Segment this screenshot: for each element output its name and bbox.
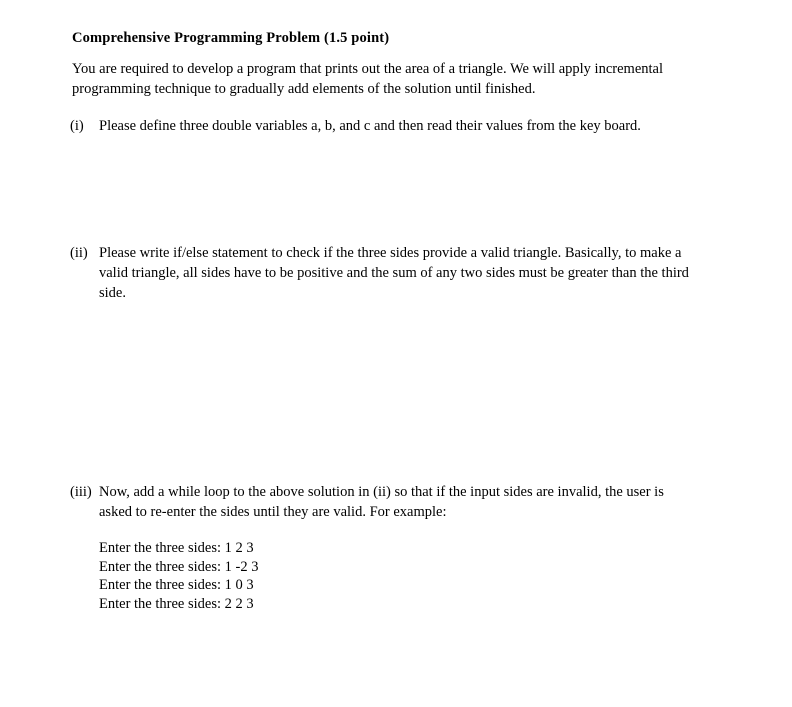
list-item-marker: (i) [70,118,84,134]
example-line: Enter the three sides: 1 -2 3 [99,558,259,575]
list-item-text: Please define three double variables a, b, and c and then read their values from the key board. [99,118,641,134]
list-item-marker: (iii) [70,484,92,500]
intro-paragraph: You are required to develop a program that prints out the area of a triangle. We will apply incremental programming technique to gradually add elements of the solution until finished. [72,61,663,97]
list-item [70,116,690,136]
list-item-text: Now, add a while loop to the above solution in (ii) so that if the input sides are invalid, the user is asked to re-enter the sides until they are valid. For example: [99,484,664,520]
page-title: Comprehensive Programming Problem (1.5 point) [72,30,390,46]
list-item-marker: (ii) [70,245,88,261]
example-line: Enter the three sides: 2 2 3 [99,595,254,612]
list-item-text: Please write if/else statement to check if the three sides provide a valid triangle. Basically, to make a valid triangle, all sides have to be positive and the sum of any two sides must be greater than the third side. [99,245,689,301]
example-output-block [99,539,258,613]
example-line: Enter the three sides: 1 0 3 [99,577,254,594]
list-item [70,243,698,303]
list-item [70,482,698,522]
example-line: Enter the three sides: 1 2 3 [99,540,254,556]
